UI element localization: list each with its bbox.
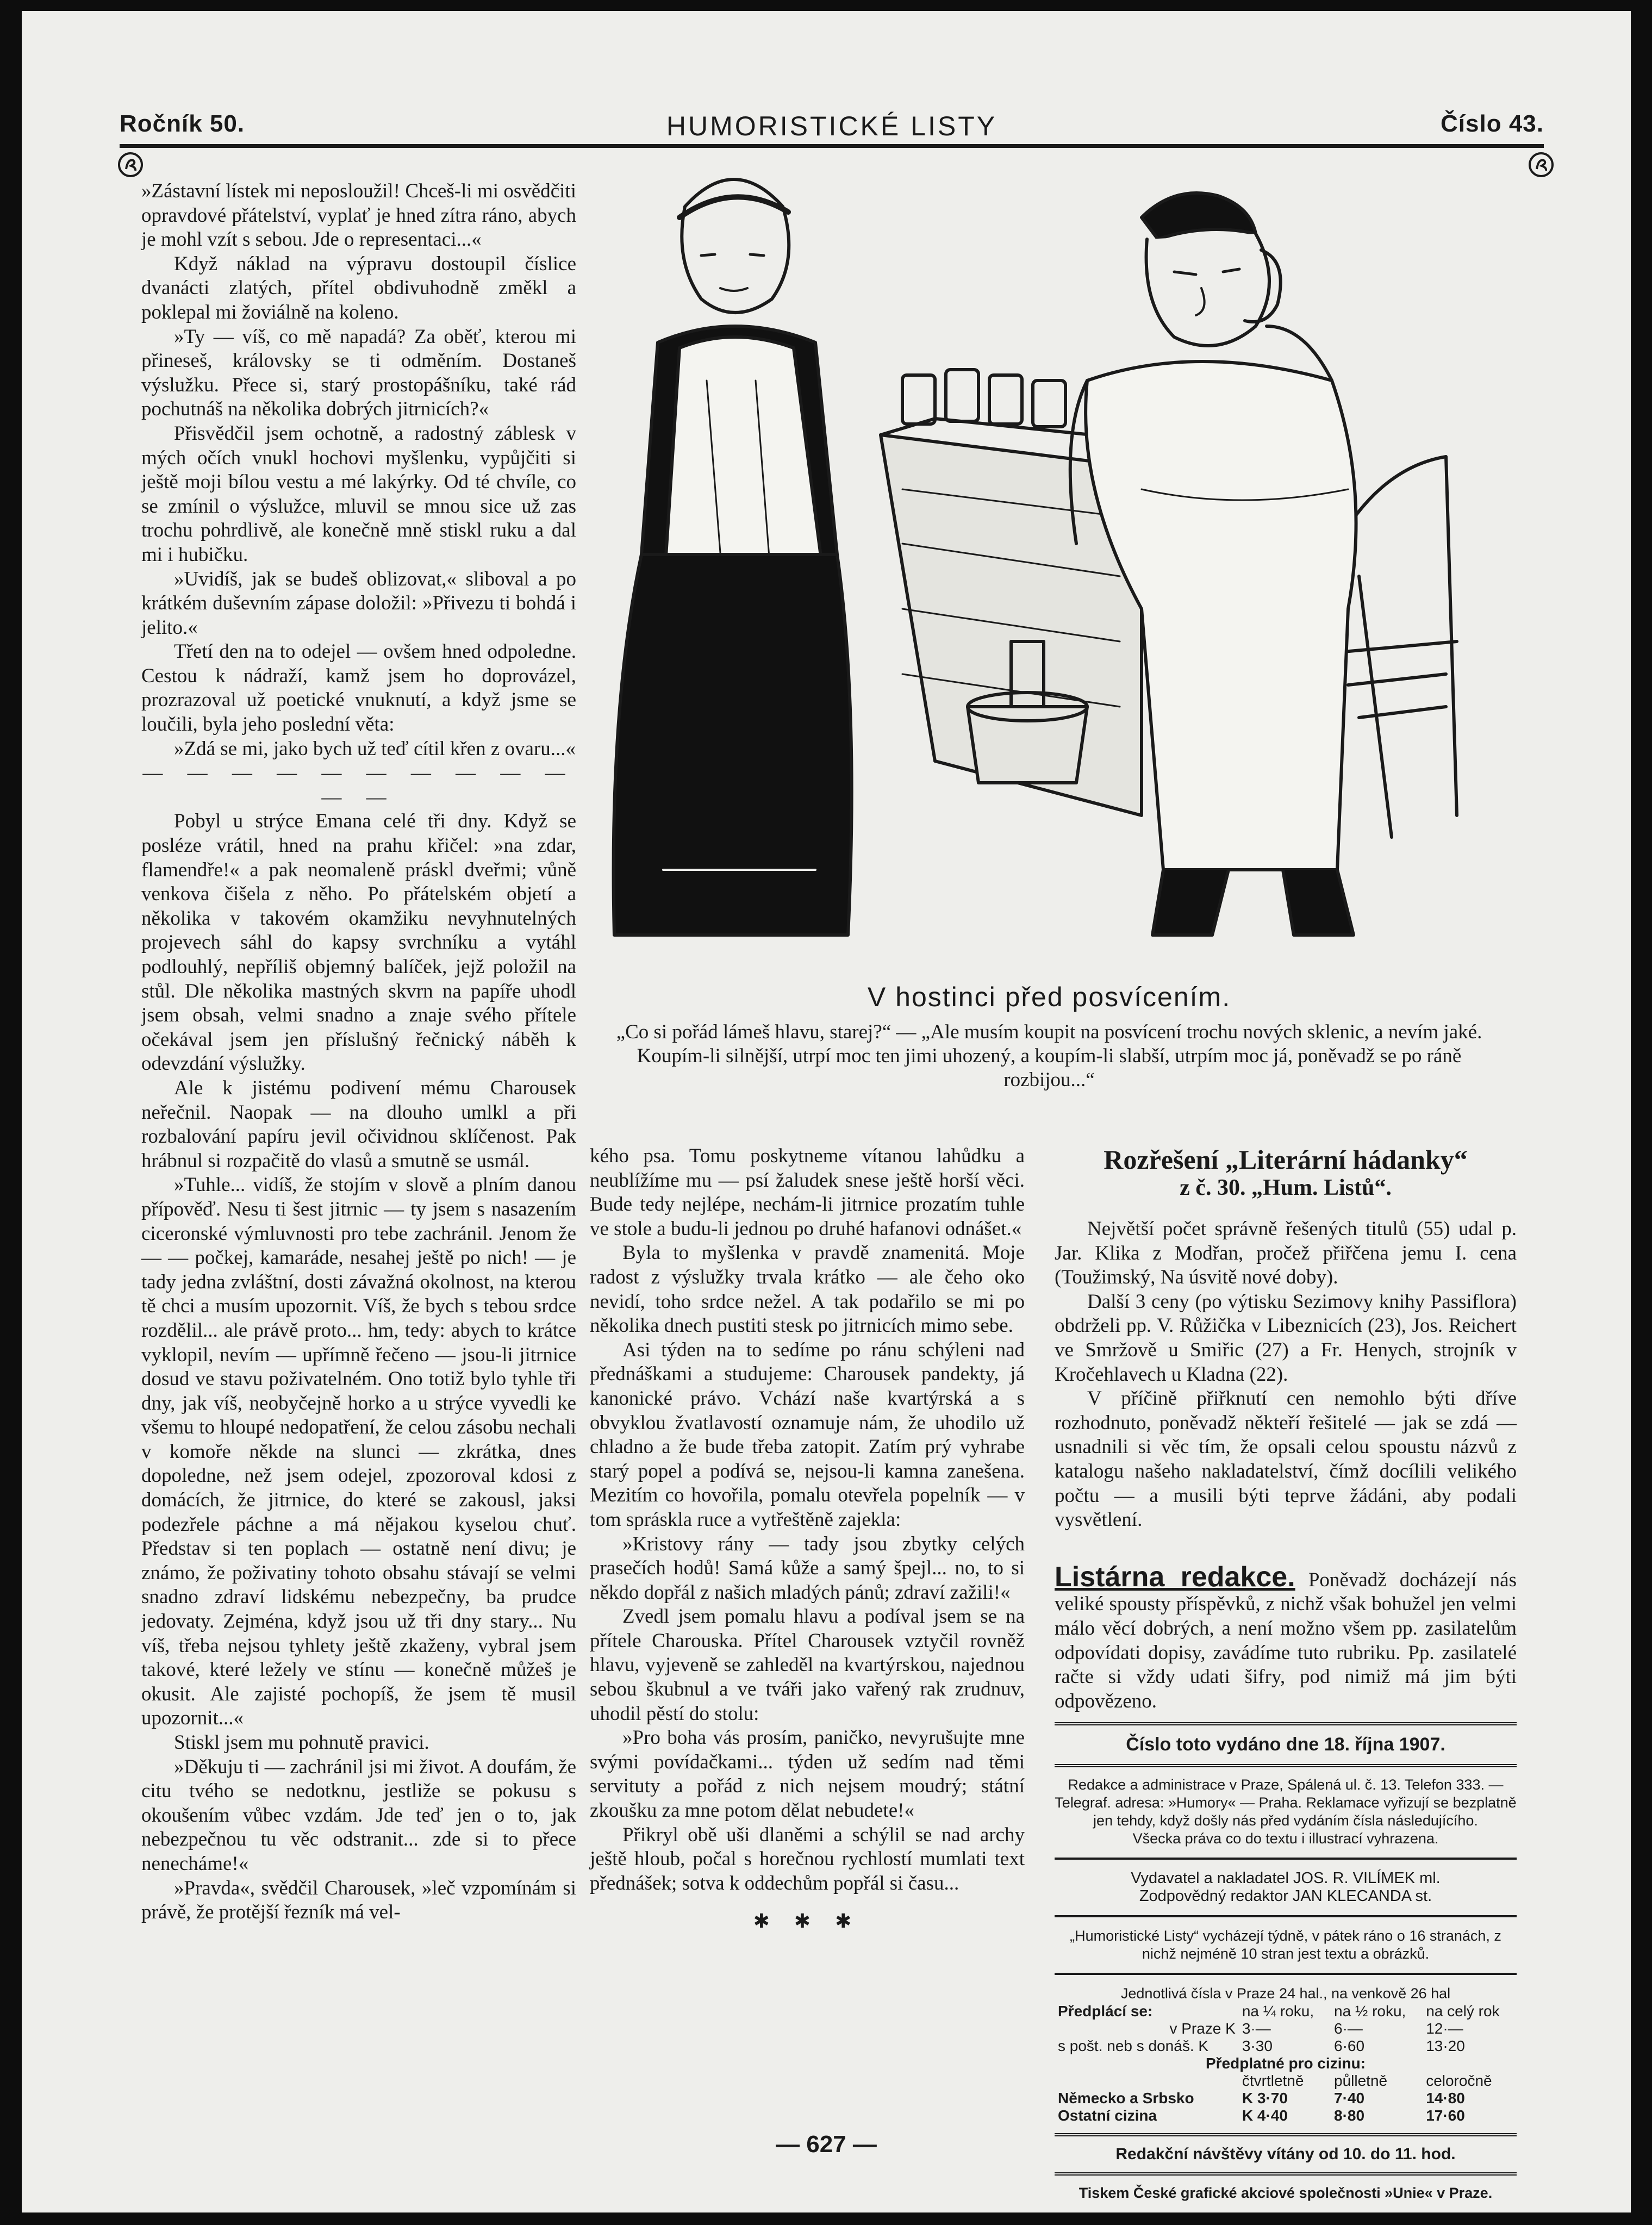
story-paragraph: Ale k jistému podivení mému Charousek neřečnil. Naopak — na dlouho umlkl a při rozbalování papíru jevil očividnou sklíčenost. Pak hrábnul si rozpačitě do vlasů a smutně se usmál. bbox=[141, 1076, 576, 1172]
story-paragraph: Přikryl obě uši dlaněmi a schýlil se nad archy ještě hloub, počal s horečnou rychlostí mumlati text přednášek; sotva k oddechům popřál si času... bbox=[590, 1823, 1025, 1894]
column-year: na celý rok bbox=[1426, 2003, 1500, 2020]
story-paragraph: »Pravda«, svědčil Charousek, »leč vzpomínám si právě, že protější řezník má vel- bbox=[141, 1877, 576, 1924]
story-paragraph: Zvedl jsem pomalu hlavu a podíval jsem se na přítele Charouska. Přítel Charousek vztyčil rovněž hlavu, vyjeveně se zahleděl na kvartýrskou, najednou sebou škubnul a ve tváři jako vařený rak zrudnuv, uhodil pěstí do stolu: bbox=[590, 1605, 1025, 1725]
story-paragraph: Třetí den na to odejel — ovšem hned odpoledne. Cestou k nádraží, kamž jsem ho doprovázel, prozrazoval už poetické vnuknutí, a když jsme se loučili, byla jeho poslední věta: bbox=[141, 640, 576, 736]
story-paragraph: Přisvědčil jsem ochotně, a radostný záblesk v mých očích vnukl hochovi myšlenku, vypůjčiti si ještě moji bílou vestu a mé lakýrky. Od té chvíle, co se zmínil o výslužce, mluvil se mnou sice už zas trochu pohrdlivě, ale konečně mně stiskl ruku a dal mi i hubičku. bbox=[141, 422, 576, 566]
story-column-left bbox=[141, 179, 576, 1925]
price-cell: 7·40 bbox=[1334, 2090, 1365, 2107]
ornament-icon bbox=[1528, 151, 1555, 178]
visiting-hours: Redakční návštěvy vítány od 10. do 11. hod. bbox=[1115, 2145, 1456, 2164]
story-paragraph: Pobyl u strýce Emana celé tři dny. Když se posléze vrátil, hned na prahu křičel: »na zdar, flamendře!« a pak neomaleně práskl dveřmi; vůně venkova čišela z něho. Po přátelském objetí a několika v takovém okamžiku nevyhnutelných projevech sáhl do kapsy svrchníku a vytáhl podlouhlý, nepříliš objemný balíček, jejž položil na stůl. Dle několika mastných skvrn na papíře uhodl jsem obsah, velmi snadno a znaje svého přítele očekával jsem jen příslušný řečnický náběh k odevzdání výslužky. bbox=[141, 810, 576, 1075]
printer-notice: Tiskem České grafické akciové společnosti »Unie« v Praze. bbox=[1079, 2185, 1493, 2202]
puzzle-solution-title: Rozřešení „Literární hádanky“ bbox=[1104, 1144, 1468, 1175]
story-paragraph: »Kristovy rány — tady jsou zbytky celých prasečích hodů! Samá kůže a samý špejl... no, to si někdo dopřál z našich mladých pánů; zdraví zažili!« bbox=[590, 1532, 1025, 1604]
row-label: Německo a Srbsko bbox=[1058, 2090, 1194, 2107]
subscription-table bbox=[1055, 2003, 1517, 2124]
foreign-heading: Předplatné pro cizinu: bbox=[1205, 2055, 1366, 2072]
volume-label: Ročník 50. bbox=[120, 110, 245, 137]
rights-notice: Všecka práva co do textu i illustrací vyhrazena. bbox=[1132, 1830, 1439, 1847]
row-label: v Praze K bbox=[1169, 2020, 1236, 2037]
story-paragraph: »Zástavní lístek mi neposloužil! Chceš-li mi osvědčiti opravdové přátelství, vyplať je hned zítra ráno, abych je mohl vzít s sebou. Jde o representaci...« bbox=[141, 180, 576, 251]
row-label: s pošt. neb s donáš. K bbox=[1058, 2037, 1209, 2055]
price-cell: 6·60 bbox=[1334, 2037, 1365, 2055]
story-paragraph: Byla to myšlenka v pravdě znamenitá. Moje radost z výslužky trvala krátko — ale čeho oko nevidí, toho srdce nežel. A tak podařilo se mi po několika dnech pustiti stesk po jitrnicích mimo sebe. bbox=[590, 1242, 1025, 1337]
editorial-mailbox bbox=[1055, 1561, 1517, 1714]
story-paragraph: »Děkuju ti — zachránil jsi mi život. A doufám, že citu tvého se nedotknu, jestliže se pokusu s okoušením vůbec vzdám. Jde teď jen o to, jak nebezpečnou tu věc odstranit... zde si to přece nenecháme!« bbox=[141, 1755, 576, 1875]
subscription-heading: Předplácí se: bbox=[1058, 2003, 1153, 2020]
story-paragraph: »Uvidíš, jak se budeš oblizovat,« sliboval a po krátkém duševním zápase doložil: »Přivezu ti bohdá i jelito.« bbox=[141, 568, 576, 639]
column-half: půlletně bbox=[1334, 2072, 1388, 2090]
puzzle-paragraph: V příčině přiřknutí cen nemohlo býti dříve rozhodnuto, poněvadž někteří řešitelé — jak se zdá — usnadnili si věc tím, že opsali celou spoustu názvů z katalogu našeho nakladatelství, čímž docílili velikého počtu — a musili býti teprve žádáni, aby podali vysvětlení. bbox=[1055, 1387, 1517, 1531]
column-half: na ½ roku, bbox=[1334, 2003, 1406, 2020]
newspaper-page bbox=[22, 11, 1631, 2212]
story-paragraph: »Tuhle... vidíš, že stojím v slově a plním danou přípověď. Nesu ti šest jitrnic — ty jsem s nasazením ciceronské výmluvnosti pro tebe zachránil. Jenom že — — počkej, kamaráde, nesahej ještě po nich! — je tady jedna zvláštní, dosti závažná okolnost, na kterou tě chci a musím upozornit. Víš, že bych s tebou srdce rozdělil... ale právě proto... hm, tedy: abych to krátce vyklopil, nevím — upřímně řečeno — jsou-li jitrnice dosud ve stavu poživatelném. Ono totiž bylo tyhle tři dny, jak víš, neobyčejně horko a u strýce vyvedli ke všemu to hloupé nedopatření, že celou zásobu nechali v komoře někde na slunci — zkrátka, dnes dopoledne, než jsem odejel, zpozoroval kdosi z domácích, že jitrnice, do které se zakousl, jaksi podezřele páchne a má nějakou kyselou chuť. Představ si ten poplach — ostatně není divu; je známo, že poživatiny tohoto obsahu stávají se velmi snadno zdraví lidskému nebezpečny, ba prudce jedovaty. Zejména, když jsou už tři dny stary... Nu víš, třeba nejsou tyhlety ještě zkaženy, vybral jsem takové, které ležely ve stínu — konečně můžeš je okusit. Ale zajisté pochopíš, že jsem tě musil upozornit...« bbox=[141, 1174, 576, 1730]
illustration-caption bbox=[609, 981, 1489, 1092]
price-cell: 3·30 bbox=[1242, 2037, 1273, 2055]
publisher: Vydavatel a nakladatel JOS. R. VILÍMEK ml. bbox=[1131, 1869, 1441, 1887]
story-paragraph: Stiskl jsem mu pohnutě pravici. bbox=[174, 1731, 429, 1754]
info-column-right bbox=[1055, 1144, 1517, 2202]
cartoon-illustration bbox=[598, 163, 1489, 978]
story-paragraph: »Ty — víš, co mě napadá? Za oběť, kterou mi přineseš, královsky se ti odměním. Dostaneš výslužku. Přece si, starý prostopášníku, také rád pochutnáš na několika dobrých jitrnicích?« bbox=[141, 325, 576, 421]
price-cell: 6·— bbox=[1334, 2020, 1363, 2037]
price-cell: K 3·70 bbox=[1242, 2090, 1288, 2107]
price-cell: 8·80 bbox=[1334, 2107, 1365, 2124]
story-paragraph: Asi týden na to sedíme po ránu schýleni nad přednáškami a studujeme: Charousek pandekty, já kanonické právo. Vchází naše kvartýrská a s obvyklou žvatlavostí oznamuje nám, že uhodilo už chladno a že bude třeba zatopit. Zatím prý vyhrabe starý popel a podívá se, nejsou-li kamna zanešena. Mezitím co hovořila, pomalu otevřela popelník — v tom spráskla ruce a vytřeštěně zajekla: bbox=[590, 1338, 1025, 1531]
single-issue-price: Jednotlivá čísla v Praze 24 hal., na venkově 26 hal bbox=[1120, 1985, 1451, 2002]
page-header bbox=[120, 101, 1544, 148]
row-label: Ostatní cizina bbox=[1058, 2107, 1157, 2124]
price-cell: 13·20 bbox=[1426, 2037, 1465, 2055]
story-paragraph: »Zdá se mi, jako bych už teď cítil křen z ovaru...« bbox=[174, 737, 576, 760]
masthead-title: HUMORISTICKÉ LISTY bbox=[666, 111, 998, 141]
puzzle-solution-subtitle: z č. 30. „Hum. Listů“. bbox=[1180, 1175, 1392, 1200]
publication-schedule: „Humoristické Listy“ vycházejí týdně, v pátek ráno o 16 stranách, z nichž nejméně 10 stran jest textu a obrázků. bbox=[1070, 1928, 1501, 1962]
column-quarter: na ¼ roku, bbox=[1242, 2003, 1314, 2020]
price-cell: 17·60 bbox=[1426, 2107, 1465, 2124]
column-year: celoročně bbox=[1426, 2072, 1492, 2090]
story-column-middle bbox=[590, 1144, 1025, 1933]
ornament-icon bbox=[117, 151, 144, 178]
editorial-address: Redakce a administrace v Praze, Spálená ul. č. 13. Telefon 333. — Telegraf. adresa: »Humory« — Praha. Reklamace vyřizují se bezplatně jen tehdy, když došly nás před vydáním čísla následujícího. bbox=[1055, 1777, 1517, 1829]
page-number: — 627 — bbox=[776, 2131, 877, 2158]
price-cell: 3·— bbox=[1242, 2020, 1271, 2037]
mailbox-text: Poněvadž docházejí nás veliké spousty příspěvků, z nichž však bohužel jen velmi málo věcí dobrých, a není možno všem pp. zasilatelům odpovídati dopisy, zavádíme tuto rubriku. Pp. zasilatelé račte si vždy udati šifry, pod nimiž má jim býti odpovězeno. bbox=[1055, 1568, 1517, 1712]
column-quarter: čtvrtletně bbox=[1242, 2072, 1304, 2090]
issue-label: Číslo 43. bbox=[1441, 110, 1544, 137]
price-cell: 12·— bbox=[1426, 2020, 1463, 2037]
issue-date: Číslo toto vydáno dne 18. října 1907. bbox=[1126, 1734, 1445, 1755]
caption-text: „Co si pořád lámeš hlavu, starej?“ — „Ale musím koupit na posvícení trochu nových sklenic, a nevím jaké. Koupím-li silnější, utrpí moc ten jimi uhozený, a koupím-li slabší, utrpím moc já, poněvadž se po ráně rozbijou...“ bbox=[616, 1021, 1482, 1091]
puzzle-paragraph: Největší počet správně řešených titulů (55) udal p. Jar. Klika z Modřan, pročež přiřčena jemu I. cena (Toužimský, Na úsvitě nové doby). bbox=[1055, 1218, 1517, 1289]
section-break: — — — — — — — — — — — — bbox=[142, 762, 575, 808]
story-paragraph: kého psa. Tomu poskytneme vítanou lahůdku a neublížíme mu — psí žaludek snese ještě horší věci. Bude tedy nejlépe, nechám-li jitrnice prozatím tuhle ve stole a budu-li jednou po druhé hafanovi odnášet.« bbox=[590, 1145, 1025, 1240]
price-cell: 14·80 bbox=[1426, 2090, 1465, 2107]
price-cell: K 4·40 bbox=[1242, 2107, 1288, 2124]
story-paragraph: »Pro boha vás prosím, paničko, nevyrušujte mne svými povídačkami... týden už sedím nad těmi servituty a pořád z nich nejsem moudrý; státní zkoušku za mne potom dělat nebudete!« bbox=[590, 1727, 1025, 1822]
end-stars: ✱ ✱ ✱ bbox=[753, 1910, 862, 1933]
editor: Zodpovědný redaktor JAN KLECANDA st. bbox=[1139, 1887, 1432, 1905]
story-paragraph: Když náklad na výpravu dostoupil číslice dvanácti zlatých, přítel obdivuhodně změkl a poklepal mi žoviálně na koleno. bbox=[141, 252, 576, 323]
caption-title: V hostinci před posvícením. bbox=[867, 982, 1231, 1012]
mailbox-heading: Listárna redakce. bbox=[1055, 1561, 1295, 1593]
puzzle-paragraph: Další 3 ceny (po výtisku Sezimovy knihy Passiflora) obdrželi pp. V. Růžička v Libeznicích (23), Jos. Reichert ve Smržově u Smiřic (27) a Fr. Henych, strojník v Kročehlavech u Kladna (22). bbox=[1055, 1290, 1517, 1386]
